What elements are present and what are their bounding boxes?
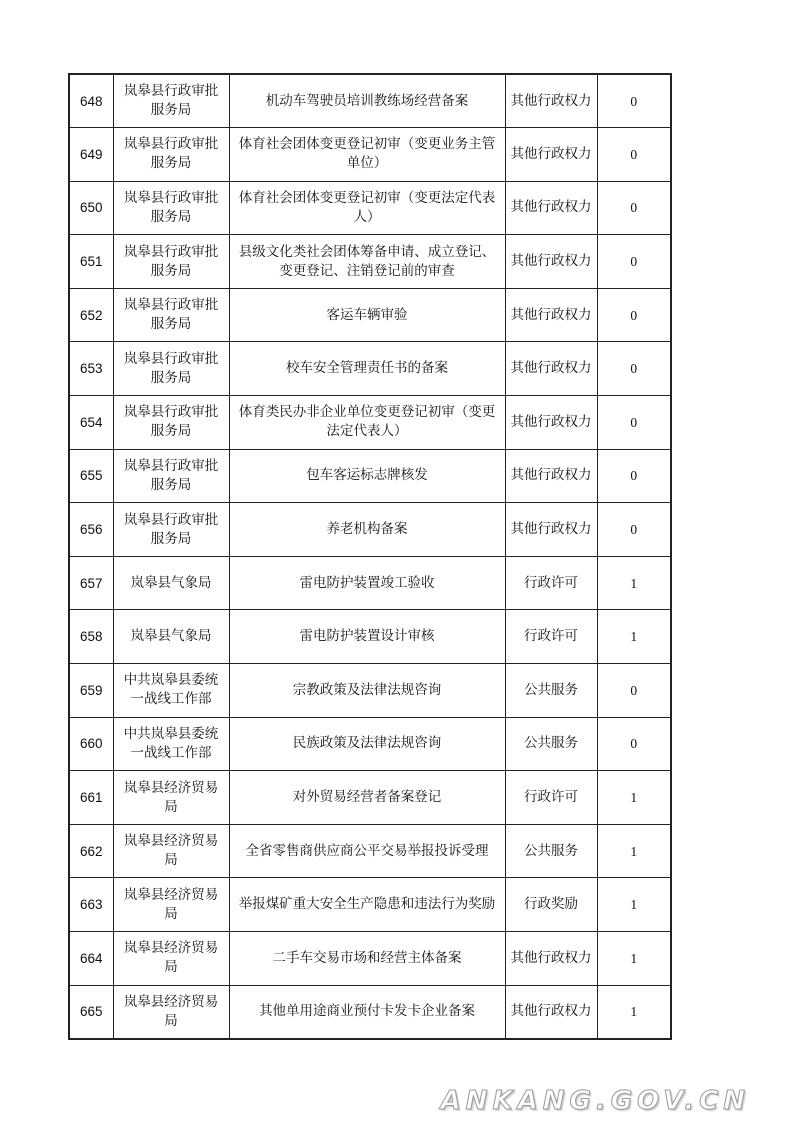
count-cell: 0 [597, 342, 671, 396]
item-name-cell: 宗教政策及法律法规咨询 [229, 664, 505, 718]
item-name-cell: 体育类民办非企业单位变更登记初审（变更法定代表人） [229, 396, 505, 450]
department-cell: 岚皋县经济贸易局 [113, 771, 229, 825]
table-row [69, 556, 671, 610]
row-number: 649 [69, 128, 113, 182]
item-name-cell: 雷电防护装置设计审核 [229, 610, 505, 664]
count-cell: 0 [597, 396, 671, 450]
department-cell: 岚皋县行政审批服务局 [113, 288, 229, 342]
item-name-cell: 对外贸易经营者备案登记 [229, 771, 505, 825]
table-row [69, 824, 671, 878]
power-type-cell: 其他行政权力 [505, 181, 597, 235]
count-cell: 1 [597, 556, 671, 610]
count-cell: 1 [597, 610, 671, 664]
department-cell: 岚皋县行政审批服务局 [113, 342, 229, 396]
count-cell: 0 [597, 235, 671, 289]
power-type-cell: 其他行政权力 [505, 449, 597, 503]
item-name-cell: 其他单用途商业预付卡发卡企业备案 [229, 985, 505, 1039]
row-number: 662 [69, 824, 113, 878]
power-type-cell: 其他行政权力 [505, 985, 597, 1039]
count-cell: 1 [597, 771, 671, 825]
row-number: 657 [69, 556, 113, 610]
power-type-cell: 公共服务 [505, 824, 597, 878]
department-cell: 岚皋县行政审批服务局 [113, 235, 229, 289]
row-number: 651 [69, 235, 113, 289]
table-row [69, 396, 671, 450]
power-type-cell: 其他行政权力 [505, 128, 597, 182]
power-type-cell: 行政许可 [505, 771, 597, 825]
item-name-cell: 二手车交易市场和经营主体备案 [229, 932, 505, 986]
item-name-cell: 养老机构备案 [229, 503, 505, 557]
row-number: 665 [69, 985, 113, 1039]
item-name-cell: 民族政策及法律法规咨询 [229, 717, 505, 771]
power-type-cell: 公共服务 [505, 717, 597, 771]
department-cell: 岚皋县经济贸易局 [113, 878, 229, 932]
table-row [69, 664, 671, 718]
table-body [69, 74, 671, 1039]
row-number: 659 [69, 664, 113, 718]
count-cell: 1 [597, 932, 671, 986]
department-cell: 岚皋县行政审批服务局 [113, 181, 229, 235]
row-number: 650 [69, 181, 113, 235]
count-cell: 0 [597, 664, 671, 718]
table-row [69, 74, 671, 128]
table-row [69, 288, 671, 342]
table-row [69, 771, 671, 825]
row-number: 652 [69, 288, 113, 342]
department-cell: 岚皋县行政审批服务局 [113, 449, 229, 503]
item-name-cell: 全省零售商供应商公平交易举报投诉受理 [229, 824, 505, 878]
table-row [69, 235, 671, 289]
item-name-cell: 县级文化类社会团体筹备申请、成立登记、变更登记、注销登记前的审查 [229, 235, 505, 289]
row-number: 661 [69, 771, 113, 825]
power-type-cell: 其他行政权力 [505, 235, 597, 289]
row-number: 664 [69, 932, 113, 986]
department-cell: 岚皋县经济贸易局 [113, 932, 229, 986]
count-cell: 0 [597, 181, 671, 235]
table-row [69, 932, 671, 986]
power-type-cell: 其他行政权力 [505, 342, 597, 396]
department-cell: 中共岚皋县委统一战线工作部 [113, 717, 229, 771]
count-cell: 0 [597, 128, 671, 182]
count-cell: 1 [597, 878, 671, 932]
count-cell: 0 [597, 74, 671, 128]
item-name-cell: 校车安全管理责任书的备案 [229, 342, 505, 396]
table-row [69, 503, 671, 557]
table-row [69, 610, 671, 664]
department-cell: 岚皋县经济贸易局 [113, 985, 229, 1039]
row-number: 656 [69, 503, 113, 557]
count-cell: 0 [597, 449, 671, 503]
count-cell: 0 [597, 288, 671, 342]
row-number: 654 [69, 396, 113, 450]
table-row [69, 128, 671, 182]
power-type-cell: 其他行政权力 [505, 396, 597, 450]
department-cell: 中共岚皋县委统一战线工作部 [113, 664, 229, 718]
power-type-cell: 行政奖励 [505, 878, 597, 932]
item-name-cell: 客运车辆审验 [229, 288, 505, 342]
department-cell: 岚皋县气象局 [113, 556, 229, 610]
item-name-cell: 体育社会团体变更登记初审（变更法定代表人） [229, 181, 505, 235]
table-row [69, 717, 671, 771]
row-number: 653 [69, 342, 113, 396]
data-table [68, 73, 672, 1040]
department-cell: 岚皋县行政审批服务局 [113, 128, 229, 182]
item-name-cell: 机动车驾驶员培训教练场经营备案 [229, 74, 505, 128]
table-row [69, 181, 671, 235]
table-row [69, 985, 671, 1039]
power-type-cell: 行政许可 [505, 610, 597, 664]
count-cell: 0 [597, 503, 671, 557]
power-type-cell: 其他行政权力 [505, 503, 597, 557]
site-watermark: ANKANG.GOV.CN [440, 1086, 750, 1116]
row-number: 663 [69, 878, 113, 932]
power-type-cell: 公共服务 [505, 664, 597, 718]
power-type-cell: 其他行政权力 [505, 288, 597, 342]
table-row [69, 342, 671, 396]
item-name-cell: 体育社会团体变更登记初审（变更业务主管单位） [229, 128, 505, 182]
item-name-cell: 包车客运标志牌核发 [229, 449, 505, 503]
power-type-cell: 其他行政权力 [505, 74, 597, 128]
power-type-cell: 行政许可 [505, 556, 597, 610]
row-number: 655 [69, 449, 113, 503]
count-cell: 0 [597, 717, 671, 771]
department-cell: 岚皋县行政审批服务局 [113, 503, 229, 557]
item-name-cell: 雷电防护装置竣工验收 [229, 556, 505, 610]
count-cell: 1 [597, 985, 671, 1039]
power-type-cell: 其他行政权力 [505, 932, 597, 986]
department-cell: 岚皋县行政审批服务局 [113, 396, 229, 450]
item-name-cell: 举报煤矿重大安全生产隐患和违法行为奖励 [229, 878, 505, 932]
department-cell: 岚皋县经济贸易局 [113, 824, 229, 878]
department-cell: 岚皋县行政审批服务局 [113, 74, 229, 128]
table-row [69, 449, 671, 503]
count-cell: 1 [597, 824, 671, 878]
department-cell: 岚皋县气象局 [113, 610, 229, 664]
row-number: 648 [69, 74, 113, 128]
row-number: 658 [69, 610, 113, 664]
table-row [69, 878, 671, 932]
row-number: 660 [69, 717, 113, 771]
